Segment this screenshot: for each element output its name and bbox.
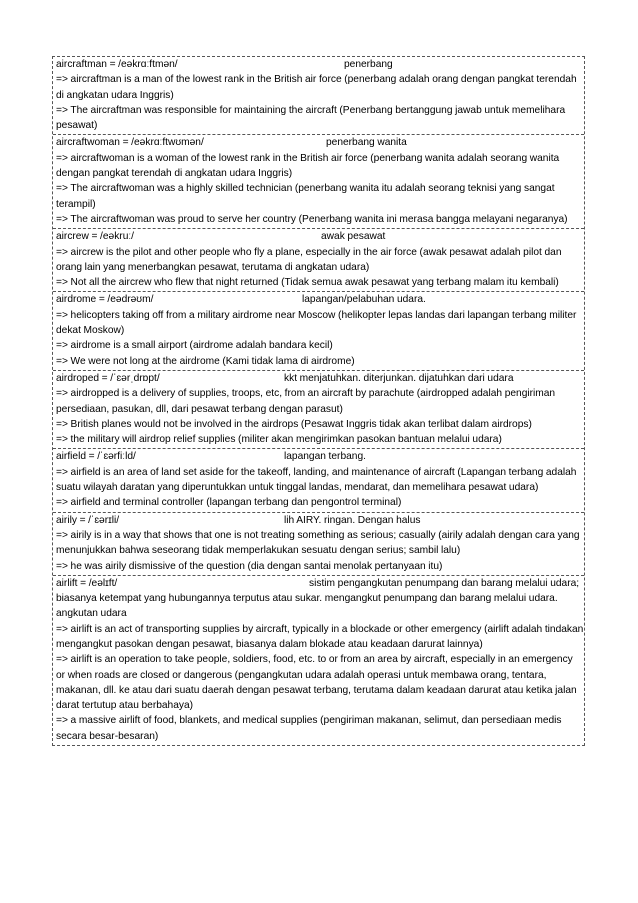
entry-airlift xyxy=(53,576,584,745)
entry-line: => Not all the aircrew who flew that night returned (Tidak semua awak pesawat yang terbang malam itu kembali) xyxy=(56,277,559,289)
entry-line: => airlift is an operation to take people, soldiers, food, etc. to or from an area by aircraft, especially in an emergency or when roads are closed or dangerous (pengangkutan udara adalah operasi untuk membawa orang, tentara, makanan, dll. ke atau dari suatu daerah dengan pesawat terbang, terutama dalam keadaan darurat atau ketika jalan darat tertutup atau berbahaya) xyxy=(56,654,577,712)
entry-heading xyxy=(56,576,584,622)
entry-line: => helicopters taking off from a military airdrome near Moscow (helikopter lepas landas dari lapangan terbang militer dekat Moskow) xyxy=(56,309,577,337)
entry-airfield xyxy=(53,449,584,512)
entry-term: airdroped = /ˈɛərˌdrɒpt/ xyxy=(56,372,160,384)
entry-term: aircraftman = /eəkrɑːftmən/ xyxy=(56,59,178,70)
entry-meaning: penerbang xyxy=(344,59,393,70)
entry-meaning: awak pesawat xyxy=(321,231,386,243)
entry-line: => airily is in a way that shows that one is not treating something as serious; casually (airily adalah dengan cara yang menunjukkan bahwa seseorang tidak memperlakukan sesuatu dengan serius; sambil lalu) xyxy=(56,529,580,557)
entry-line: => The aircraftwoman was proud to serve her country (Penerbang wanita ini merasa bangga melayani negaranya) xyxy=(56,213,568,225)
entry-line: => airdrome is a small airport (airdrome adalah bandara kecil) xyxy=(56,340,333,352)
entry-line: => We were not long at the airdrome (Kami tidak lama di airdrome) xyxy=(56,355,355,367)
entry-line: => The aircraftwoman was a highly skilled technician (penerbang wanita itu adalah seorang teknisi yang sangat terampil) xyxy=(56,183,555,210)
entry-heading xyxy=(56,57,584,72)
entry-meaning: sistim pengangkutan penumpang dan barang melalui udara; biasanya ketempat yang hubungannya terputus atau sukar. mengangkut penumpang dan barang melalui udara. angkutan udara xyxy=(56,577,580,620)
entry-airily xyxy=(53,513,584,576)
entry-term: aircraftwoman = /eəkrɑːftwʊmən/ xyxy=(56,137,204,149)
entry-heading xyxy=(56,229,584,244)
entry-heading xyxy=(56,513,584,528)
entry-term: airdrome = /eədrəʊm/ xyxy=(56,294,154,306)
entry-line: => British planes would not be involved in the airdrops (Pesawat Inggris tidak akan terlibat dalam airdrops) xyxy=(56,418,532,430)
entry-line: => he was airily dismissive of the question (dia dengan santai menolak pertanyaan itu) xyxy=(56,560,443,572)
entry-line: => aircraftman is a man of the lowest rank in the British air force (penerbang adalah orang dengan pangkat terendah di angkatan udara Inggris) xyxy=(56,74,577,101)
entry-line: => aircraftwoman is a woman of the lowest rank in the British air force (penerbang wanita adalah seorang wanita dengan pangkat terendah di angkatan udara Inggris) xyxy=(56,152,560,180)
entry-meaning: penerbang wanita xyxy=(326,137,407,149)
entry-term: airlift = /eəlɪft/ xyxy=(56,577,118,589)
entry-line: => airfield is an area of land set aside for the takeoff, landing, and maintenance of aircraft (Lapangan terbang adalah suatu wilayah daratan yang diperuntukkan untuk tinggal landas, mendarat, dan memelihara pesawat udara) xyxy=(56,466,577,494)
entry-line: => airlift is an act of transporting supplies by aircraft, typically in a blockade or other emergency (airlift adalah tindakan mengangkut pasokan dengan pesawat, biasanya dalam blokade atau keadaan darurat lainnya) xyxy=(56,623,584,650)
entry-airdroped xyxy=(53,371,584,449)
entry-aircraftwoman xyxy=(53,135,584,229)
vocabulary-table xyxy=(52,56,585,746)
entry-airdrome xyxy=(53,292,584,370)
entry-line: => the military will airdrop relief supplies (militer akan mengirimkan pasokan bantuan melalui udara) xyxy=(56,434,502,446)
entry-heading xyxy=(56,135,584,150)
entry-meaning: lih AIRY. ringan. Dengan halus xyxy=(284,514,421,526)
entry-line: => airfield and terminal controller (lapangan terbang dan pengontrol terminal) xyxy=(56,497,402,509)
entry-term: airily = /ˈɛərɪli/ xyxy=(56,514,120,526)
entry-line: => a massive airlift of food, blankets, and medical supplies (pengiriman makanan, selimut, dan persediaan medis secara besar-besaran) xyxy=(56,715,562,742)
entry-meaning: lapangan terbang. xyxy=(284,451,366,463)
entry-line: => airdropped is a delivery of supplies, troops, etc, from an aircraft by parachute (airdropped adalah pengiriman persediaan, pasukan, dll, dari pesawat terbang dengan parasut) xyxy=(56,388,556,415)
entry-heading xyxy=(56,449,584,464)
entry-aircrew xyxy=(53,229,584,292)
entry-term: airfield = /ˈɛərfiːld/ xyxy=(56,451,136,463)
entry-meaning: kkt menjatuhkan. diterjunkan. dijatuhkan dari udara xyxy=(284,372,514,384)
entry-line: => The aircraftman was responsible for maintaining the aircraft (Penerbang bertanggung jawab untuk memelihara pesawat) xyxy=(56,104,566,132)
entry-meaning: lapangan/pelabuhan udara. xyxy=(302,294,426,306)
entry-heading xyxy=(56,292,584,307)
entry-line: => aircrew is the pilot and other people who fly a plane, especially in the air force (awak pesawat adalah pilot dan orang lain yang menerbangkan pesawat, terutama di angkatan udara) xyxy=(56,246,562,273)
entry-aircraftman xyxy=(53,57,584,135)
entry-term: aircrew = /eəkruː/ xyxy=(56,231,135,243)
entry-heading xyxy=(56,371,584,386)
